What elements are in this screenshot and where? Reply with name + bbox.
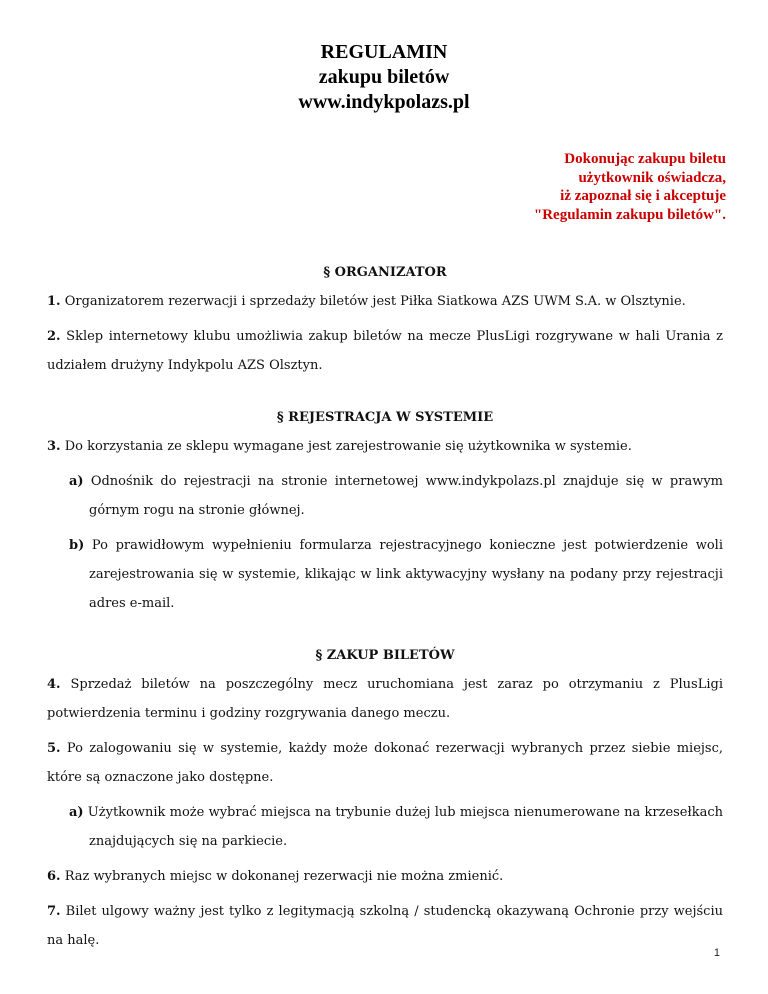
section-heading-zakup: § ZAKUP BILETÓW xyxy=(315,648,455,663)
title-line-1: REGULAMIN xyxy=(320,41,448,63)
acceptance-notice xyxy=(406,150,726,224)
title-line-3: www.indykpolazs.pl xyxy=(298,91,470,113)
section-heading-rejestracja: § REJESTRACJA W SYSTEMIE xyxy=(276,410,494,425)
paragraph-number: 1. xyxy=(47,294,61,309)
paragraph-1 xyxy=(47,287,723,316)
subpoint-3b xyxy=(47,531,723,618)
document-title xyxy=(0,40,768,115)
paragraph-text: Organizatorem rezerwacji i sprzedaży biletów jest Piłka Siatkowa AZS UWM S.A. w Olsztynie. xyxy=(60,294,686,309)
paragraph-6 xyxy=(47,862,723,891)
subpoint-3a xyxy=(47,467,723,525)
paragraph-7 xyxy=(47,897,723,955)
paragraph-number: 7. xyxy=(47,904,61,919)
paragraph-number: 3. xyxy=(47,439,61,454)
subpoint-label: b) xyxy=(69,538,85,553)
subpoint-5a xyxy=(47,798,723,856)
paragraph-number: 5. xyxy=(47,741,61,756)
subpoint-label: a) xyxy=(69,805,84,820)
page-number: 1 xyxy=(713,947,720,959)
subpoint-text: Po prawidłowym wypełnieniu formularza rejestracyjnego konieczne jest potwierdzenie woli zarejestrowania się w systemie, klikając w link aktywacyjny wysłany na podany przy rejestracji adres e-mail. xyxy=(84,538,723,611)
subpoint-label: a) xyxy=(69,474,84,489)
paragraph-4 xyxy=(47,670,723,728)
section-heading-organizator: § ORGANIZATOR xyxy=(323,265,447,280)
paragraph-text: Sprzedaż biletów na poszczególny mecz uruchomiana jest zaraz po otrzymaniu z PlusLigi potwierdzenia terminu i godziny rozgrywania danego meczu. xyxy=(47,677,723,721)
paragraph-2 xyxy=(47,322,723,380)
paragraph-number: 2. xyxy=(47,329,61,344)
notice-line-3: iż zapoznał się i akceptuje xyxy=(560,188,726,204)
subpoint-text: Odnośnik do rejestracji na stronie internetowej www.indykpolazs.pl znajduje się w prawym górnym rogu na stronie głównej. xyxy=(83,474,723,518)
paragraph-text: Po zalogowaniu się w systemie, każdy może dokonać rezerwacji wybranych przez siebie miejsc, które są oznaczone jako dostępne. xyxy=(47,741,723,785)
notice-line-2: użytkownik oświadcza, xyxy=(578,169,726,186)
paragraph-number: 6. xyxy=(47,869,61,884)
paragraph-3 xyxy=(47,432,723,461)
paragraph-5 xyxy=(47,734,723,792)
subpoint-text: Użytkownik może wybrać miejsca na trybunie dużej lub miejsca nienumerowane na krzesełkach znajdujących się na parkiecie. xyxy=(83,805,723,849)
paragraph-text: Bilet ulgowy ważny jest tylko z legitymacją szkolną / studencką okazywaną Ochronie przy wejściu na halę. xyxy=(47,904,723,948)
title-line-2: zakupu biletów xyxy=(318,66,450,88)
paragraph-text: Raz wybranych miejsc w dokonanej rezerwacji nie można zmienić. xyxy=(60,869,504,884)
notice-line-4: "Regulamin zakupu biletów". xyxy=(533,206,726,223)
paragraph-text: Sklep internetowy klubu umożliwia zakup biletów na mecze PlusLigi rozgrywane w hali Urania z udziałem drużyny Indykpolu AZS Olsztyn. xyxy=(47,329,723,373)
paragraph-number: 4. xyxy=(47,677,61,692)
notice-line-1: Dokonując zakupu biletu xyxy=(564,151,726,167)
document-body xyxy=(47,258,723,961)
paragraph-text: Do korzystania ze sklepu wymagane jest zarejestrowanie się użytkownika w systemie. xyxy=(60,439,632,454)
